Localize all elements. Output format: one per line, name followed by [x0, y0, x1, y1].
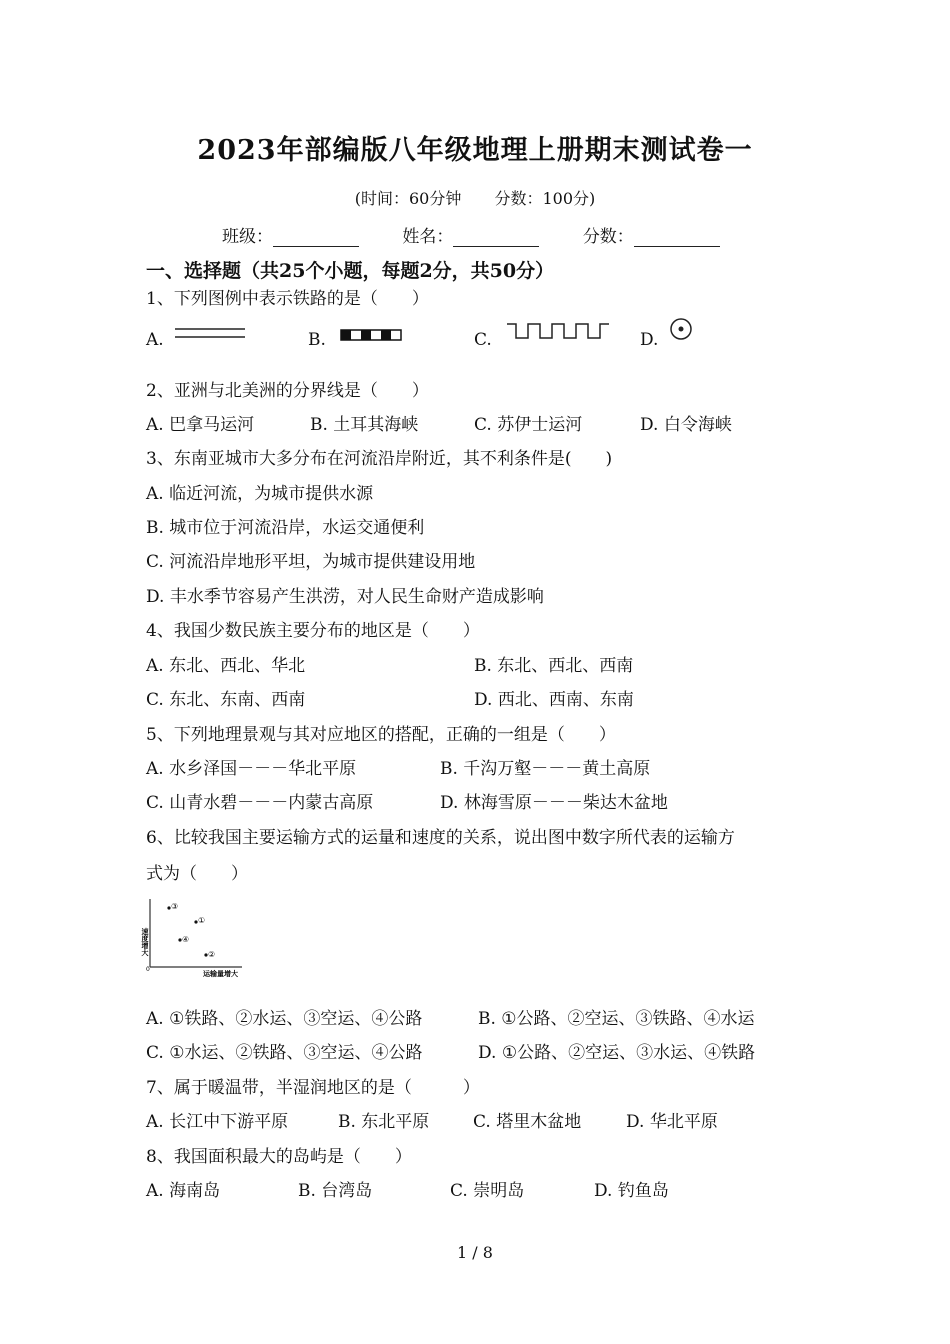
- chart-point-2-label: ②: [208, 950, 216, 959]
- q2-option-a: A. 巴拿马运河: [146, 415, 255, 435]
- q1-option-b: B.: [308, 330, 326, 350]
- q7-option-a: A. 长江中下游平原: [146, 1112, 289, 1132]
- q5-option-d: D. 林海雪原－－－柴达木盆地: [440, 793, 668, 813]
- q6-option-c: C. ①水运、②铁路、③空运、④公路: [146, 1043, 423, 1063]
- q6-option-d: D. ①公路、②空运、③水运、④铁路: [478, 1043, 756, 1063]
- q6-option-a: A. ①铁路、②水运、③空运、④公路: [146, 1009, 423, 1029]
- q3-option-a: A. 临近河流，为城市提供水源: [146, 484, 374, 504]
- chart-origin-label: 0: [146, 966, 150, 973]
- class-blank[interactable]: [273, 228, 359, 247]
- q4-stem: 4、我国少数民族主要分布的地区是（ ）: [146, 621, 480, 641]
- q4-option-b: B. 东北、西北、西南: [474, 656, 634, 676]
- q7-option-c: C. 塔里木盆地: [473, 1112, 582, 1132]
- exam-meta: [0, 186, 950, 209]
- q4-option-a: A. 东北、西北、华北: [146, 656, 306, 676]
- q3-option-c: C. 河流沿岸地形平坦，为城市提供建设用地: [146, 552, 476, 572]
- page-title: 2023年部编版八年级地理上册期末测试卷一: [197, 135, 753, 166]
- q1-option-d: D.: [640, 330, 659, 350]
- q2-option-c: C. 苏伊士运河: [474, 415, 583, 435]
- transport-scatter-chart: [142, 895, 246, 979]
- name-label: 姓名：: [402, 227, 454, 247]
- q2-option-d: D. 白令海峡: [640, 415, 732, 435]
- q3-option-d: D. 丰水季节容易产生洪涝，对人民生命财产造成影响: [146, 587, 544, 607]
- page-number: 1 / 8: [457, 1243, 493, 1262]
- chart-y-label: 速度增大: [141, 928, 149, 956]
- q1-option-a: A.: [146, 330, 164, 350]
- q1-option-c: C.: [474, 330, 492, 350]
- q4-option-d: D. 西北、西南、东南: [474, 690, 634, 710]
- q5-stem: 5、下列地理景观与其对应地区的搭配，正确的一组是（ ）: [146, 725, 616, 745]
- score-blank[interactable]: [634, 228, 720, 247]
- score-label: 分数：: [582, 227, 634, 247]
- q8-option-d: D. 钓鱼岛: [594, 1181, 669, 1201]
- chart-point-3-label: ③: [171, 902, 179, 911]
- chart-point-4-label: ④: [182, 935, 190, 944]
- railway-symbol-icon: [340, 329, 402, 341]
- q1-stem: 1、下列图例中表示铁路的是（ ）: [146, 289, 429, 309]
- student-fields: [222, 222, 758, 247]
- q7-stem: 7、属于暖温带，半湿润地区的是（ ）: [146, 1078, 480, 1098]
- q5-option-c: C. 山青水碧－－－内蒙古高原: [146, 793, 374, 813]
- q8-stem: 8、我国面积最大的岛屿是（ ）: [146, 1147, 412, 1167]
- q8-option-c: C. 崇明岛: [450, 1181, 525, 1201]
- q7-option-b: B. 东北平原: [338, 1112, 430, 1132]
- q6-stem-line2: 式为（ ）: [146, 864, 248, 884]
- exam-time: (时间：60分钟: [354, 189, 462, 208]
- chart-x-label: 运输量增大: [203, 970, 238, 978]
- section-heading: 一、选择题（共25个小题，每题2分，共50分）: [146, 260, 555, 282]
- capital-city-symbol-icon: [668, 316, 694, 342]
- q6-option-b: B. ①公路、②空运、③铁路、④水运: [478, 1009, 755, 1029]
- q3-option-b: B. 城市位于河流沿岸，水运交通便利: [146, 518, 425, 538]
- q2-stem: 2、亚洲与北美洲的分界线是（ ）: [146, 381, 429, 401]
- q2-option-b: B. 土耳其海峡: [310, 415, 419, 435]
- q6-stem-line1: 6、比较我国主要运输方式的运量和速度的关系，说出图中数字所代表的运输方: [146, 828, 735, 848]
- class-label: 班级：: [222, 227, 273, 247]
- q8-option-b: B. 台湾岛: [298, 1181, 373, 1201]
- q7-option-d: D. 华北平原: [626, 1112, 718, 1132]
- name-blank[interactable]: [453, 228, 539, 247]
- q5-option-a: A. 水乡泽国－－－华北平原: [146, 759, 357, 779]
- chart-point-1-label: ①: [198, 916, 206, 925]
- q8-option-a: A. 海南岛: [146, 1181, 221, 1201]
- double-line-symbol-icon: [174, 325, 246, 341]
- q5-option-b: B. 千沟万壑－－－黄土高原: [440, 759, 651, 779]
- exam-score: 分数：100分): [494, 189, 596, 208]
- q3-stem: 3、东南亚城市大多分布在河流沿岸附近，其不利条件是( ): [146, 449, 613, 469]
- wall-boundary-symbol-icon: [506, 320, 610, 342]
- q4-option-c: C. 东北、东南、西南: [146, 690, 306, 710]
